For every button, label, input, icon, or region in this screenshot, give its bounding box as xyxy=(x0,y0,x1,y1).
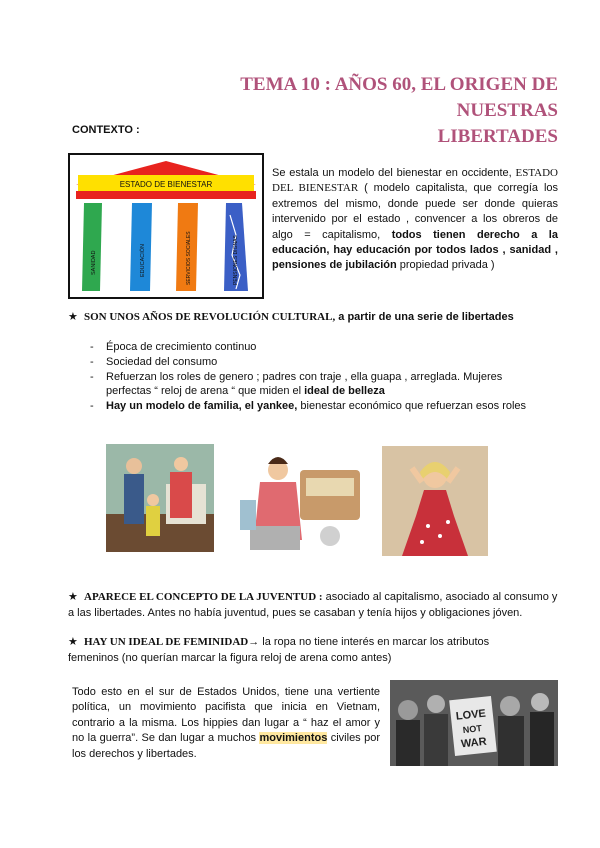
closing-text-3: civiles por los derechos y libertades. xyxy=(72,732,380,760)
protest-photo xyxy=(390,680,558,766)
intro-text-3: ( modelo capitalista, que corregía los extremos del mismo, donde puede ser donde quieras intervenido por el estado , convencer a los obreros de algo = capitalismo, xyxy=(272,182,559,241)
list-item xyxy=(90,370,530,400)
section-feminidad-text: la ropa no tiene interés en marcar los atributos femeninos (no querían marcar la figura reloj de arena como antes) xyxy=(68,636,490,664)
protest-sign-line3: WAR xyxy=(460,735,488,751)
pillar-label-4: PENSIONES DIGNAS xyxy=(233,235,239,285)
temple-banner-text: ESTADO DE BIENESTAR xyxy=(119,180,213,189)
protest-sign-line1: LOVE xyxy=(455,707,487,723)
estado-bienestar-diagram xyxy=(68,153,264,299)
page-title-line2: LIBERTADES xyxy=(437,126,558,147)
list-item xyxy=(90,355,530,370)
section-juventud-text: asociado al capitalismo, asociado al consumo y a las libertades. Antes no había juventud, pues se casaban y tenía hijos y obligaciones jóven. xyxy=(68,591,558,619)
star-bullet-icon: ★ xyxy=(68,311,78,323)
bullet-text: Sociedad del consumo xyxy=(106,355,218,368)
star-bullet-icon: ★ xyxy=(68,591,78,603)
section-revolucion-heading: SON UNOS AÑOS DE REVOLUCIÓN CULTURAL, xyxy=(84,311,336,323)
section-revolucion-rest: a partir de una serie de libertades xyxy=(338,311,514,323)
contexto-label: CONTEXTO : xyxy=(72,124,140,136)
bullet-bold: ideal de belleza xyxy=(304,385,385,398)
section-feminidad-heading: HAY UN IDEAL DE FEMINIDAD→ xyxy=(84,636,260,648)
section-juventud-heading: APARECE EL CONCEPTO DE LA JUVENTUD : xyxy=(84,591,323,603)
section-juventud xyxy=(68,589,558,621)
list-item xyxy=(90,340,530,355)
closing-paragraph xyxy=(72,685,380,762)
star-bullet-icon: ★ xyxy=(68,636,78,648)
intro-paragraph xyxy=(272,166,558,274)
closing-text-1: Todo esto en el sur de Estados Unidos, tiene una vertiente política, un movimiento pacifista que inicia en Vietnam, contrario a la misma. Los hippies dan lugar a “ haz el amor y no la guerra”. Se dan lugar a muchos xyxy=(72,686,380,745)
kitchen-woman-photo xyxy=(230,440,366,556)
family-photo xyxy=(106,444,214,552)
intro-bold-derechos: todos tienen derecho a la educación, hay educación por todos lados , sanidad , pensiones de jubilación xyxy=(272,228,558,272)
page-title xyxy=(138,72,558,150)
intro-estado-bienestar: ESTADO DEL BIENESTAR xyxy=(272,167,558,195)
section-feminidad xyxy=(68,634,518,666)
intro-text-1: Se estala un modelo del bienestar en occidente, xyxy=(272,167,512,179)
section-revolucion xyxy=(68,309,568,325)
bullet-list xyxy=(90,340,530,414)
protest-sign-line2: NOT xyxy=(462,723,483,736)
bullet-bold: Hay un modelo de familia, el yankee, xyxy=(106,400,298,413)
bullet-text: Refuerzan los roles de genero ; padres con traje , ella guapa , arreglada. Mujeres perfectas “ reloj de arena “ que miden el xyxy=(106,370,503,398)
pillar-label-3: SERVICIOS SOCIALES xyxy=(186,231,192,285)
red-dress-woman-photo xyxy=(382,446,488,556)
page-title-line1: TEMA 10 : AÑOS 60, EL ORIGEN DE NUESTRAS xyxy=(240,74,558,121)
bullet-text: Época de crecimiento continuo xyxy=(106,341,257,353)
bullet-text: bienestar económico que refuerzan esos roles xyxy=(300,400,527,413)
pillar-label-1: SANIDAD xyxy=(91,250,97,275)
pillar-sanidad xyxy=(82,203,102,291)
intro-text-5: propiedad privada ) xyxy=(399,259,495,272)
temple-architrave xyxy=(76,191,256,199)
pillar-label-2: EDUCACIÓN xyxy=(140,243,146,277)
closing-highlight: movimientos xyxy=(259,732,328,745)
list-item xyxy=(90,399,530,414)
temple-illustration xyxy=(70,155,262,297)
